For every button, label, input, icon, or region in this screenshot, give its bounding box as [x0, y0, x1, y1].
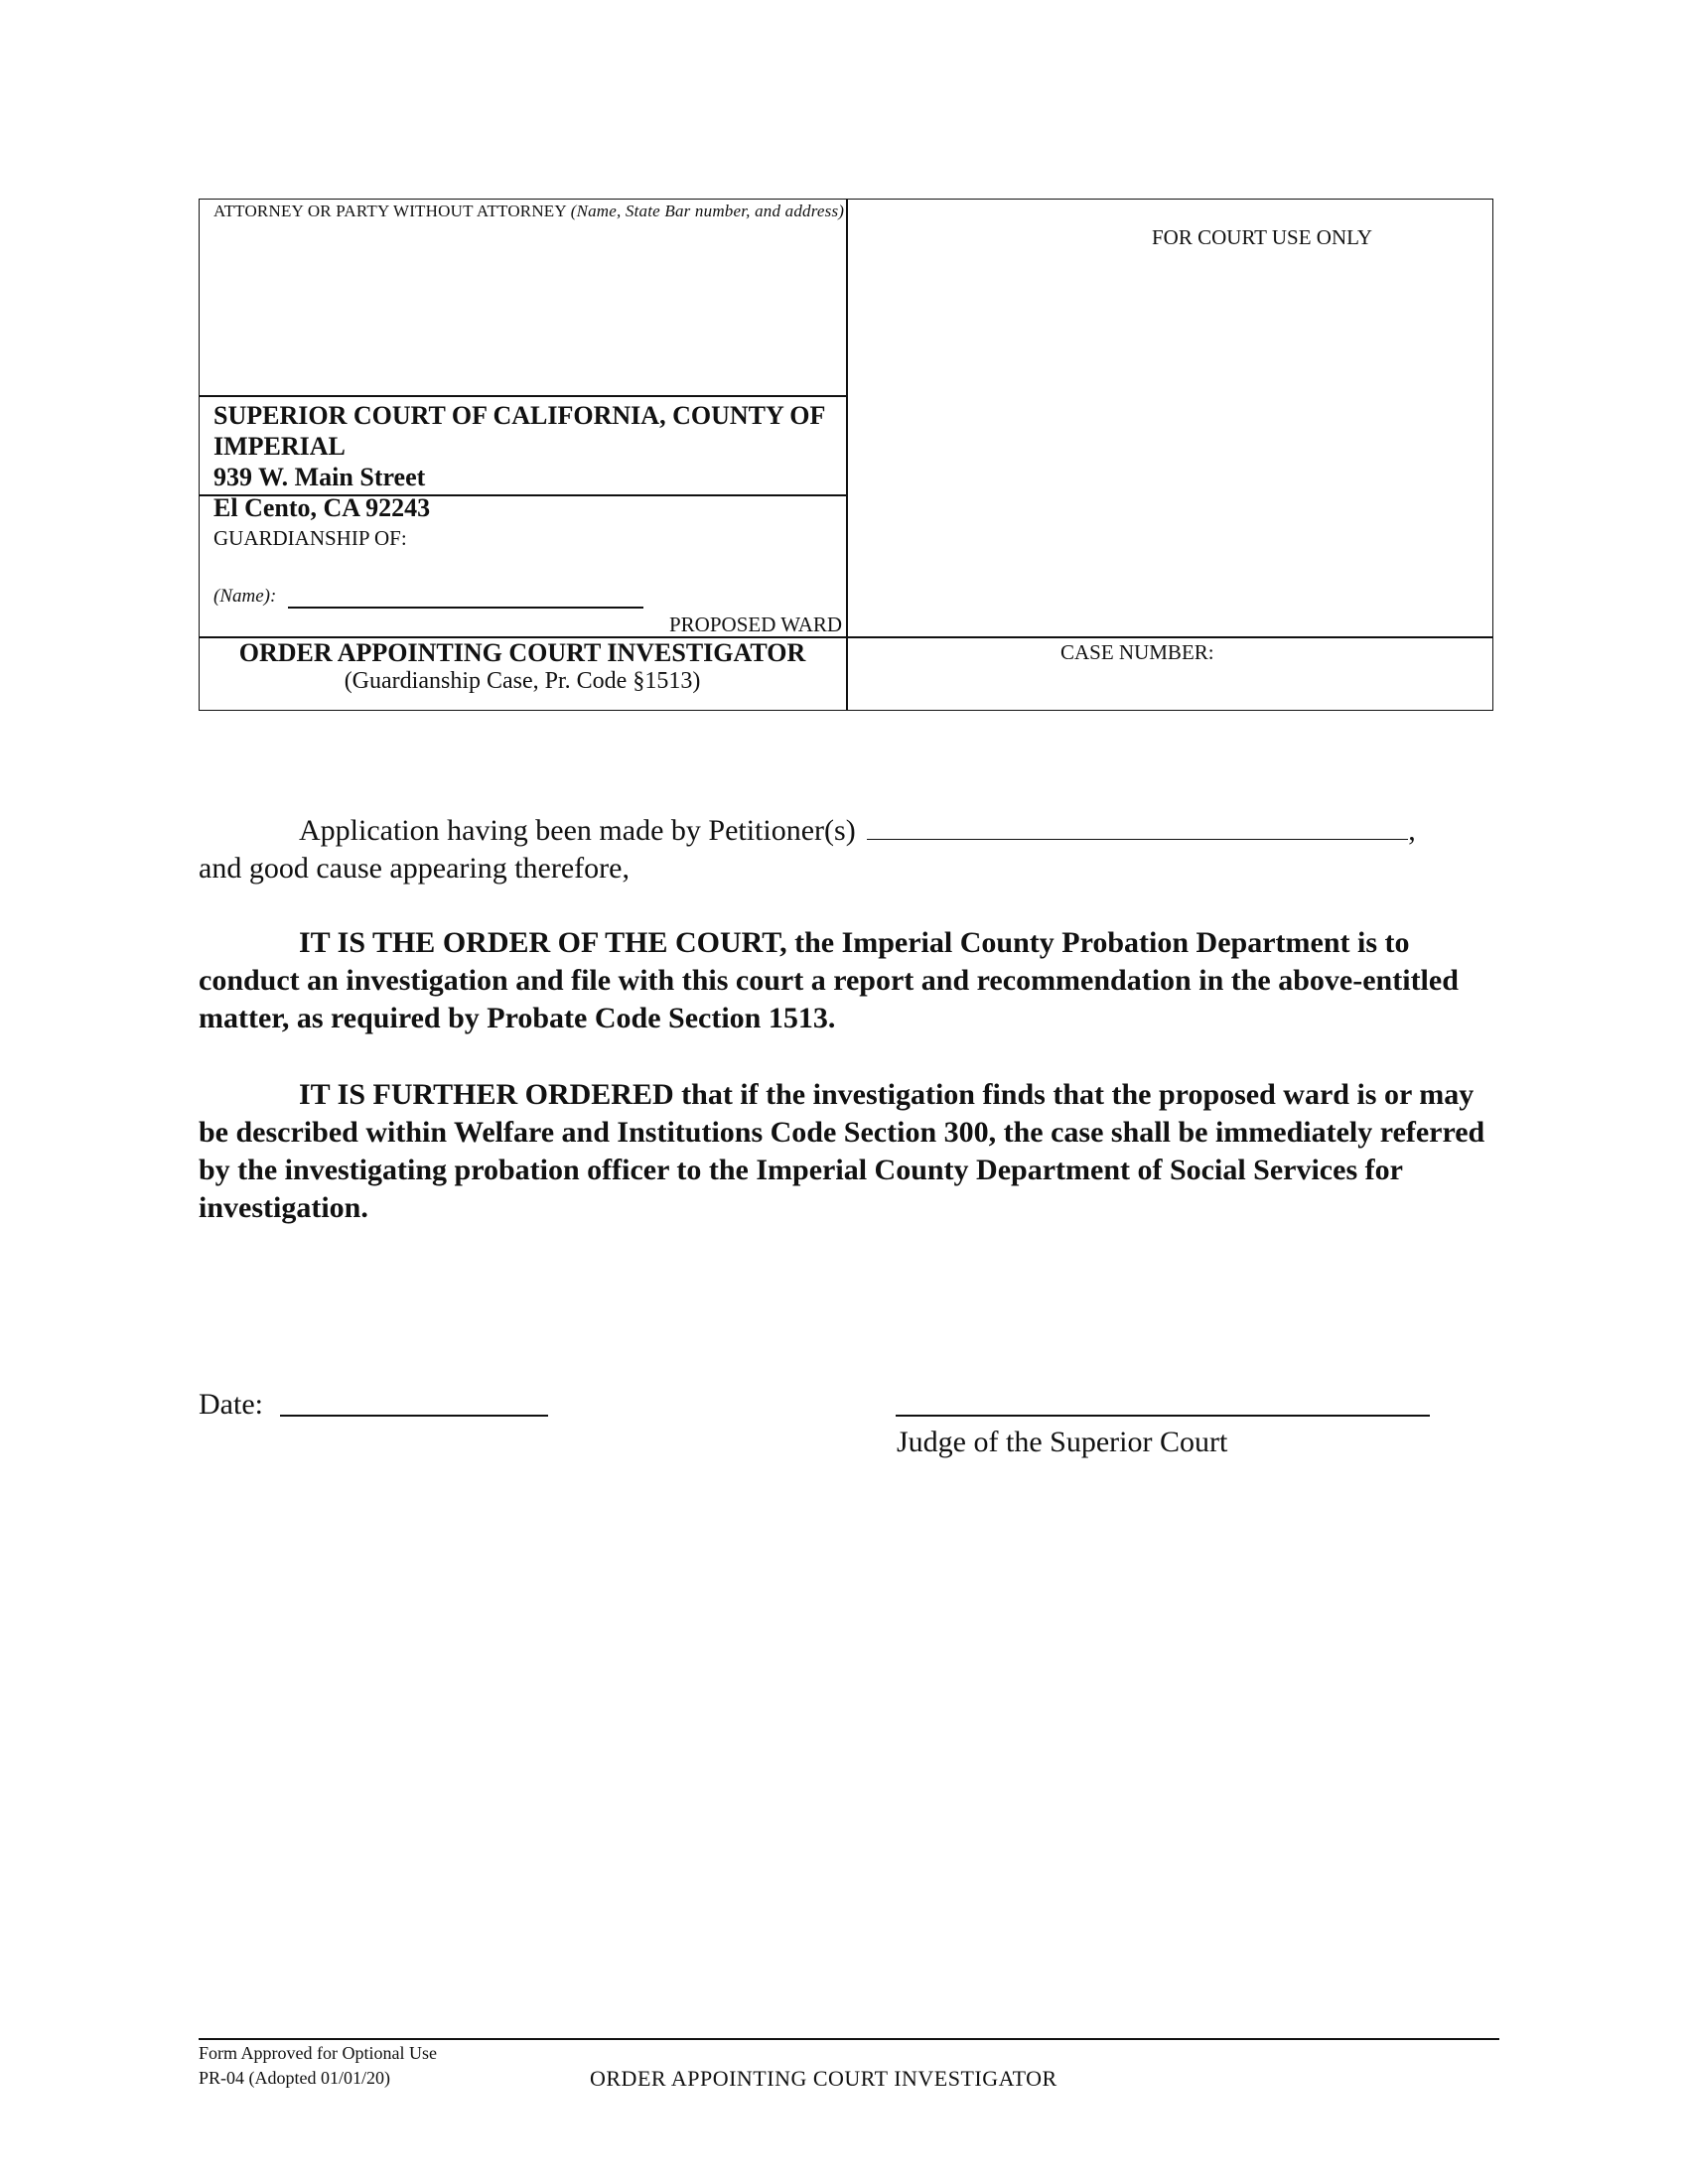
petitioner-input[interactable] [867, 813, 1408, 840]
caption-rule-attorney [199, 395, 846, 397]
date-input[interactable] [280, 1415, 548, 1417]
attorney-hint: (Name, State Bar number, and address) [570, 202, 845, 220]
form-subtitle: (Guardianship Case, Pr. Code §1513) [344, 668, 701, 694]
further-text: that if the investigation finds that the proposed ward is or may be described within Welfare and Institutions Code Section 300, the case shall be immediately referred by the investigating probation officer to the Imperial County Department of Social Services for investigation. [199, 1078, 1485, 1224]
further-lead: IT IS FURTHER ORDERED [299, 1078, 674, 1111]
footer-approval: Form Approved for Optional Use [199, 2043, 437, 2063]
attorney-label: ATTORNEY OR PARTY WITHOUT ATTORNEY [213, 202, 567, 220]
court-city: El Cento, CA 92243 [213, 493, 431, 522]
order-paragraph [199, 924, 1499, 1037]
court-use-field [856, 258, 1481, 625]
name-label: (Name): [213, 586, 277, 607]
order-text: the Imperial County Probation Department is to conduct an investigation and file with this court a report and recommendation in the above-entitled matter, as required by Probate Code Section 1513. [199, 926, 1459, 1034]
application-line [299, 812, 1495, 850]
judge-label: Judge of the Superior Court [897, 1426, 1228, 1458]
case-number-field[interactable] [1060, 667, 1477, 703]
case-number-label: CASE NUMBER: [1060, 640, 1214, 664]
application-comma: , [1408, 814, 1416, 847]
further-paragraph [199, 1076, 1499, 1227]
form-title: ORDER APPOINTING COURT INVESTIGATOR [238, 638, 806, 667]
form-title-block [199, 638, 846, 695]
ward-name-input[interactable] [288, 607, 643, 609]
good-cause-text: and good cause appearing therefore, [199, 852, 630, 885]
date-label: Date: [199, 1388, 263, 1421]
court-block [213, 400, 839, 523]
footer-title: ORDER APPOINTING COURT INVESTIGATOR [590, 2066, 1057, 2091]
court-street: 939 W. Main Street [213, 463, 426, 491]
application-text: Application having been made by Petitioner(s) [299, 814, 856, 847]
court-name: SUPERIOR COURT OF CALIFORNIA, COUNTY OF IMPERIAL [213, 401, 825, 461]
proposed-ward-label: PROPOSED WARD [669, 613, 843, 636]
court-use-label: FOR COURT USE ONLY [1152, 225, 1373, 249]
caption-divider [846, 199, 848, 711]
attorney-field[interactable] [213, 228, 834, 387]
order-lead: IT IS THE ORDER OF THE COURT, [299, 926, 787, 959]
guardianship-label: GUARDIANSHIP OF: [213, 526, 407, 550]
attorney-label-wrap [213, 202, 844, 221]
footer-left [199, 2041, 437, 2091]
footer-rule [199, 2038, 1499, 2040]
judge-signature-line[interactable] [896, 1415, 1430, 1417]
footer-form-id: PR-04 (Adopted 01/01/20) [199, 2068, 390, 2088]
